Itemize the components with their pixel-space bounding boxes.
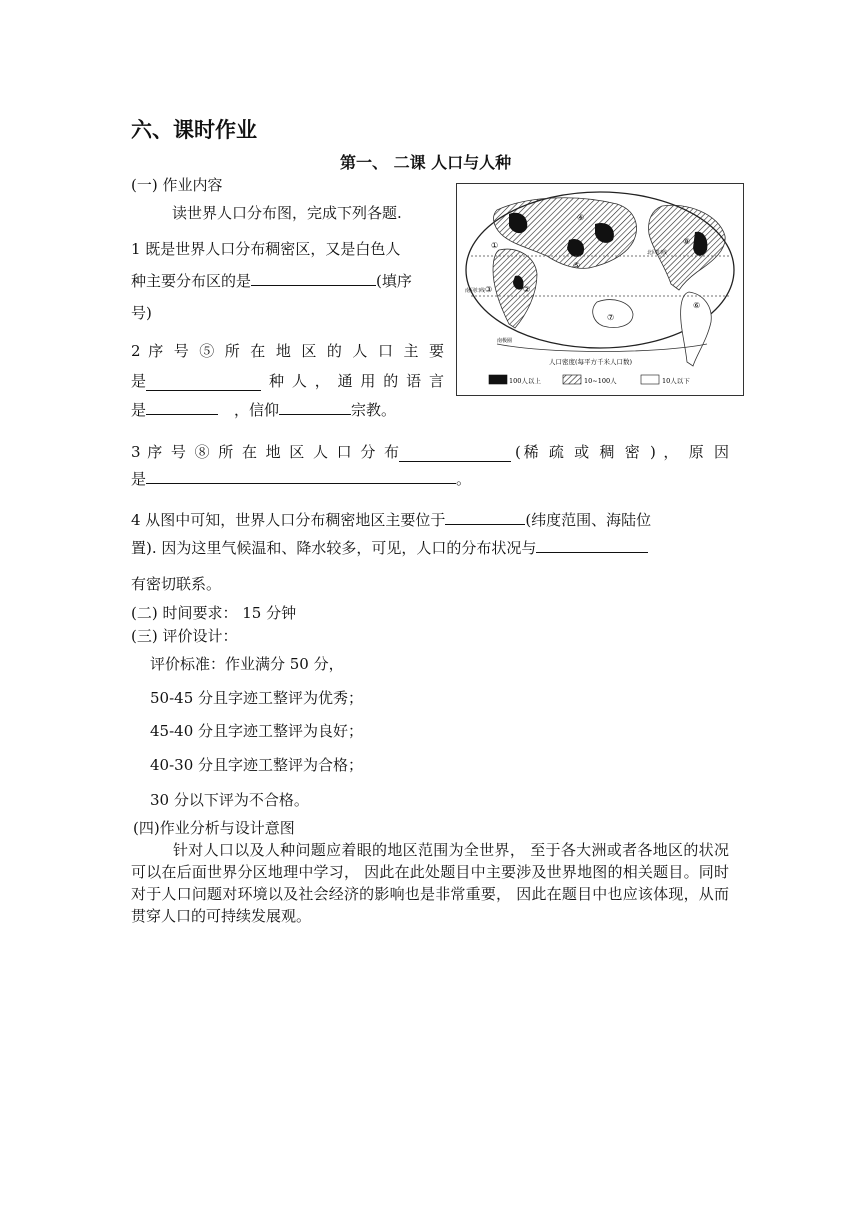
- marker-4: ④: [577, 213, 585, 222]
- q2-line3: 是 ，信仰 宗教。: [131, 401, 397, 419]
- legend-swatch-dense: [489, 375, 507, 384]
- q3-reason-blank[interactable]: [146, 468, 456, 484]
- legend-swatch-sparse: [641, 375, 659, 384]
- marker-8: ⑧: [683, 237, 691, 246]
- legend-label-dense: 100人以上: [509, 377, 541, 385]
- marker-3: ③: [485, 285, 493, 294]
- q2-race-blank[interactable]: [146, 375, 261, 391]
- criteria-item: 40-30 分且字迹工整评为合格；: [150, 756, 364, 774]
- q3-density-blank[interactable]: [399, 446, 511, 462]
- world-population-map: [456, 183, 744, 396]
- q2-language-blank[interactable]: [146, 399, 218, 415]
- legend-swatch-medium: [563, 375, 581, 384]
- q2-religion-blank[interactable]: [279, 399, 351, 415]
- analysis-paragraph: 针对人口以及人种问题应着眼的地区范围为全世界， 至于各大洲或者各地区的状况可以在后面世界分区地理中学习， 因此在此处题目中主要涉及世界地图的相关题目。同时对于人口问题对环境以及社会经济的影响也是非常重要， 因此在题目中也应该体现，从而贯穿人口的可持续发展观。: [131, 841, 729, 925]
- tropic-of-cancer-label: 北回归线: [647, 250, 668, 256]
- q4-location-blank[interactable]: [445, 509, 525, 525]
- q2-line2: 是 种 人 ， 通 用 的 语 言: [131, 372, 444, 390]
- q3-line1: 3 序 号 ⑧ 所 在 地 区 人 口 分 布 (稀 疏 或 稠 密 ) ， 原 因: [131, 443, 729, 461]
- q4-line1: 4 从图中可知，世界人口分布稠密地区主要位于 (纬度范围、海陆位: [131, 511, 652, 529]
- marker-2: ②: [523, 285, 531, 294]
- q2-line1: 2 序 号 ⑤ 所 在 地 区 的 人 口 主 要: [131, 342, 444, 360]
- world-map-figure: [457, 184, 743, 395]
- marker-7: ⑦: [607, 313, 615, 322]
- part1-heading: (一) 作业内容: [131, 176, 223, 194]
- marker-5: ⑤: [573, 261, 581, 270]
- legend-label-medium: 10~100人: [584, 377, 617, 385]
- antarctic-circle-label: 南极圈: [497, 338, 513, 344]
- criteria-item: 50-45 分且字迹工整评为优秀；: [150, 689, 364, 707]
- marker-1: ①: [491, 241, 499, 250]
- part4-heading: (四)作业分析与设计意图: [133, 819, 295, 837]
- criteria-item: 30 分以下评为不合格。: [150, 791, 309, 809]
- intro-text: 读世界人口分布图，完成下列各题.: [172, 204, 402, 222]
- q3-line2: 是 。: [131, 470, 472, 488]
- lesson-title: 第一、 二课 人口与人种: [340, 153, 512, 172]
- criteria-item: 45-40 分且字迹工整评为良好；: [150, 722, 364, 740]
- q1-line1: 1 既是世界人口分布稠密区，又是白色人: [131, 240, 401, 258]
- legend-label-sparse: 10人以下: [662, 377, 690, 385]
- criteria-title: 评价标准：作业满分 50 分，: [150, 655, 344, 673]
- q4-line3: 有密切联系。: [131, 575, 222, 593]
- q1-line3: 号): [131, 304, 152, 322]
- section-title: 六、课时作业: [131, 118, 257, 142]
- legend-title: 人口密度(每平方千米人口数): [549, 358, 633, 366]
- q1-line2: 种主要分布区的是 (填序: [131, 272, 412, 290]
- q4-factor-blank[interactable]: [536, 537, 648, 553]
- part2-time: (二) 时间要求： 15 分钟: [131, 604, 297, 622]
- part3-heading: (三) 评价设计：: [131, 627, 238, 645]
- q4-line2: 置). 因为这里气候温和、降水较多，可见，人口的分布状况与: [131, 537, 648, 558]
- q1-answer-blank[interactable]: [251, 270, 376, 286]
- marker-6: ⑥: [693, 301, 701, 310]
- tropic-of-capricorn-label: 南回归线: [465, 288, 486, 294]
